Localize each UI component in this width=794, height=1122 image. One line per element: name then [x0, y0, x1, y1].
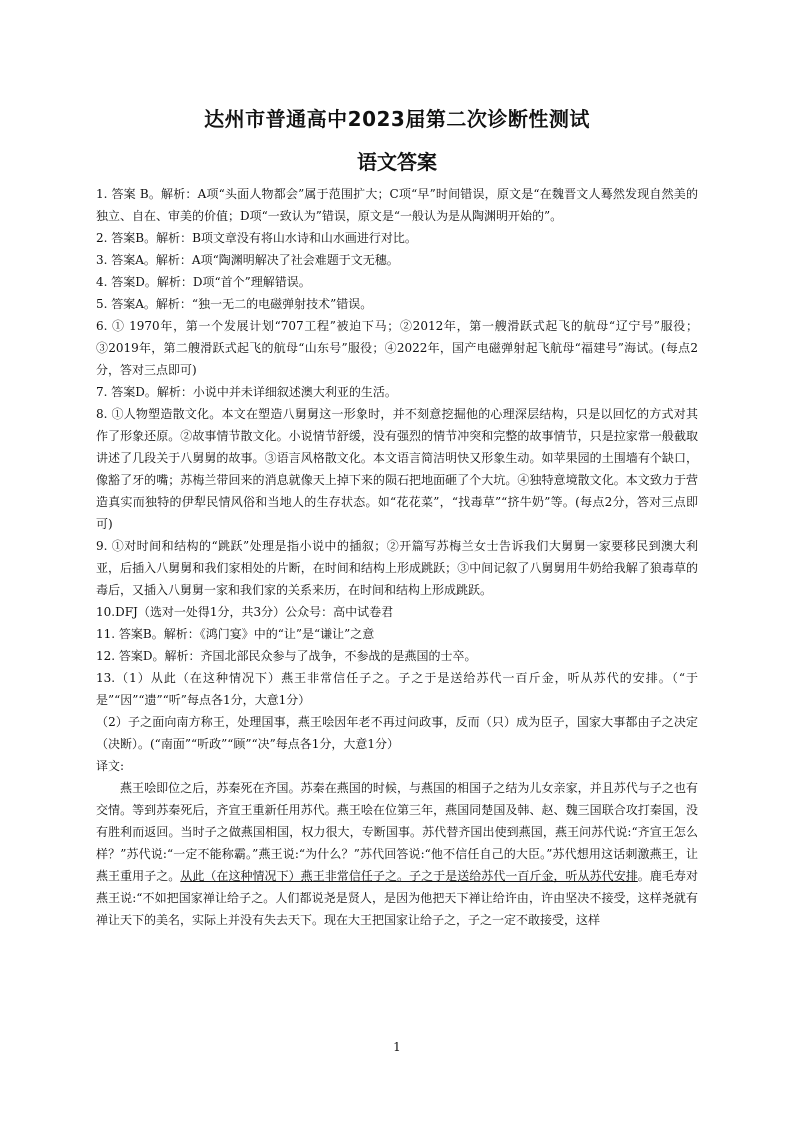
answer-item-4: 4. 答案D。解析：D项“首个”理解错误。	[96, 275, 311, 289]
answer-item-13-2: （2）子之面向南方称王，处理国事，燕王哙因年老不再过问政事，反而（只）成为臣子，国家大事都由子之决定（决断）。(“南面”“听政”“顾”“决”每点各1分，大意1分）	[96, 715, 698, 751]
answer-item-2: 2. 答案B。解析：B项文章没有将山水诗和山水画进行对比。	[96, 231, 417, 245]
answer-item-5: 5. 答案A。解析：“独一无二的电磁弹射技术”错误。	[96, 297, 373, 311]
answer-item-13-1: 13.（1）从此（在这种情况下）燕王非常信任子之。子之于是送给苏代一百斤金，听从苏代的安排。（“于是”“因”“遗”“听”每点各1分，大意1分）	[96, 671, 698, 707]
answer-item-9: 9. ①对时间和结构的“跳跃”处理是指小说中的插叙；②开篇写苏梅兰女士告诉我们大舅舅一家要移民到澳大利亚，后插入八舅舅和我们家相处的片断，在时间和结构上形成跳跃；③中间记叙了八舅舅用牛奶给我解了狼毒草的毒后，又插入八舅舅一家和我们家的关系来历，在时间和结构上形成跳跃。	[96, 539, 698, 597]
answer-item-6: 6. ① 1970年，第一个发展计划“707工程”被迫下马；②2012年，第一艘滑跃式起飞的航母“辽宁号”服役；③2019年，第二艘滑跃式起飞的航母“山东号”服役；④2022年，国产电磁弹射起飞航母“福建号”海试。(每点2分，答对三点即可)	[96, 319, 698, 377]
page-subtitle: 语文答案	[357, 150, 437, 174]
translation-underlined-text: 从此（在这种情况下）燕王非常信任子之。子之于是送给苏代一百斤金，听从苏代安排	[180, 869, 638, 883]
answer-item-7: 7. 答案D。解析：小说中并未详细叙述澳大利亚的生活。	[96, 385, 397, 399]
translation-paragraph	[96, 777, 698, 931]
answer-item-11: 11. 答案B。解析：《鸿门宴》中的“让”是“谦让”之意	[96, 627, 375, 641]
answer-item-10: 10.DFJ（选对一处得1分，共3分）公众号：高中试卷君	[96, 605, 394, 619]
translation-text-part2: 。鹿毛寿对燕王说:“不如把国家禅让给子之。人们都说尧是贤人，是因为他把天下禅让给许由，许由坚决不接受，这样尧就有禅让天下的美名，实际上并没有失去天下。现在大王把国家让给子之，子之一定不敢接受，这样	[96, 869, 698, 927]
answer-item-1: 1. 答案 B。解析：A项“头面人物都会”属于范围扩大；C项“早”时间错误，原文是“在魏晋文人蓦然发现自然美的独立、自在、审美的价值；D项“一致认为”错误，原文是“一般认为是从陶渊明开始的”。	[96, 187, 698, 223]
answer-item-12: 12. 答案D。解析：齐国北部民众参与了战争，不参战的是燕国的士卒。	[96, 649, 477, 663]
page-number: 1	[393, 1040, 401, 1054]
answer-item-3: 3. 答案A。解析：A项“陶渊明解决了社会难题于文无穗。	[96, 253, 399, 267]
page-title: 达州市普通高中2023届第二次诊断性测试	[204, 107, 590, 131]
answer-body	[96, 183, 698, 931]
translation-label: 译文:	[96, 759, 125, 773]
answer-item-8: 8. ①人物塑造散文化。本文在塑造八舅舅这一形象时，并不刻意挖掘他的心理深层结构，只是以回忆的方式对其作了形象还原。②故事情节散文化。小说情节舒缓，没有强烈的情节冲突和完整的故事情节，只是拉家常一般截取讲述了几段关于八舅舅的故事。③语言风格散文化。本文语言简洁明快又形象生动。如苹果园的土围墙有个缺口，像豁了牙的嘴；苏梅兰带回来的消息就像天上掉下来的陨石把地面砸了个大坑。④独特意境散文化。本文致力于营造真实而独特的伊犁民情风俗和当地人的生存状态。如“花花菜”，“找毒草”“挤牛奶”等。(每点2分，答对三点即可)	[96, 407, 698, 531]
translation-text-part1: 燕王哙即位之后，苏秦死在齐国。苏秦在燕国的时候，与燕国的相国子之结为儿女亲家，并且苏代与子之也有交情。等到苏秦死后，齐宣王重新任用苏代。燕王哙在位第三年，燕国同楚国及韩、赵、魏三国联合攻打秦国，没有胜利而返回。当时子之做燕国相国，权力很大，专断国事。苏代替齐国出使到燕国，燕王问苏代说:“齐宣王怎么样？”苏代说:“一定不能称霸。”燕王说:“为什么？”苏代回答说:“他不信任自己的大臣。”苏代想用这话刺激燕王，让燕王重用子之。	[96, 781, 698, 883]
